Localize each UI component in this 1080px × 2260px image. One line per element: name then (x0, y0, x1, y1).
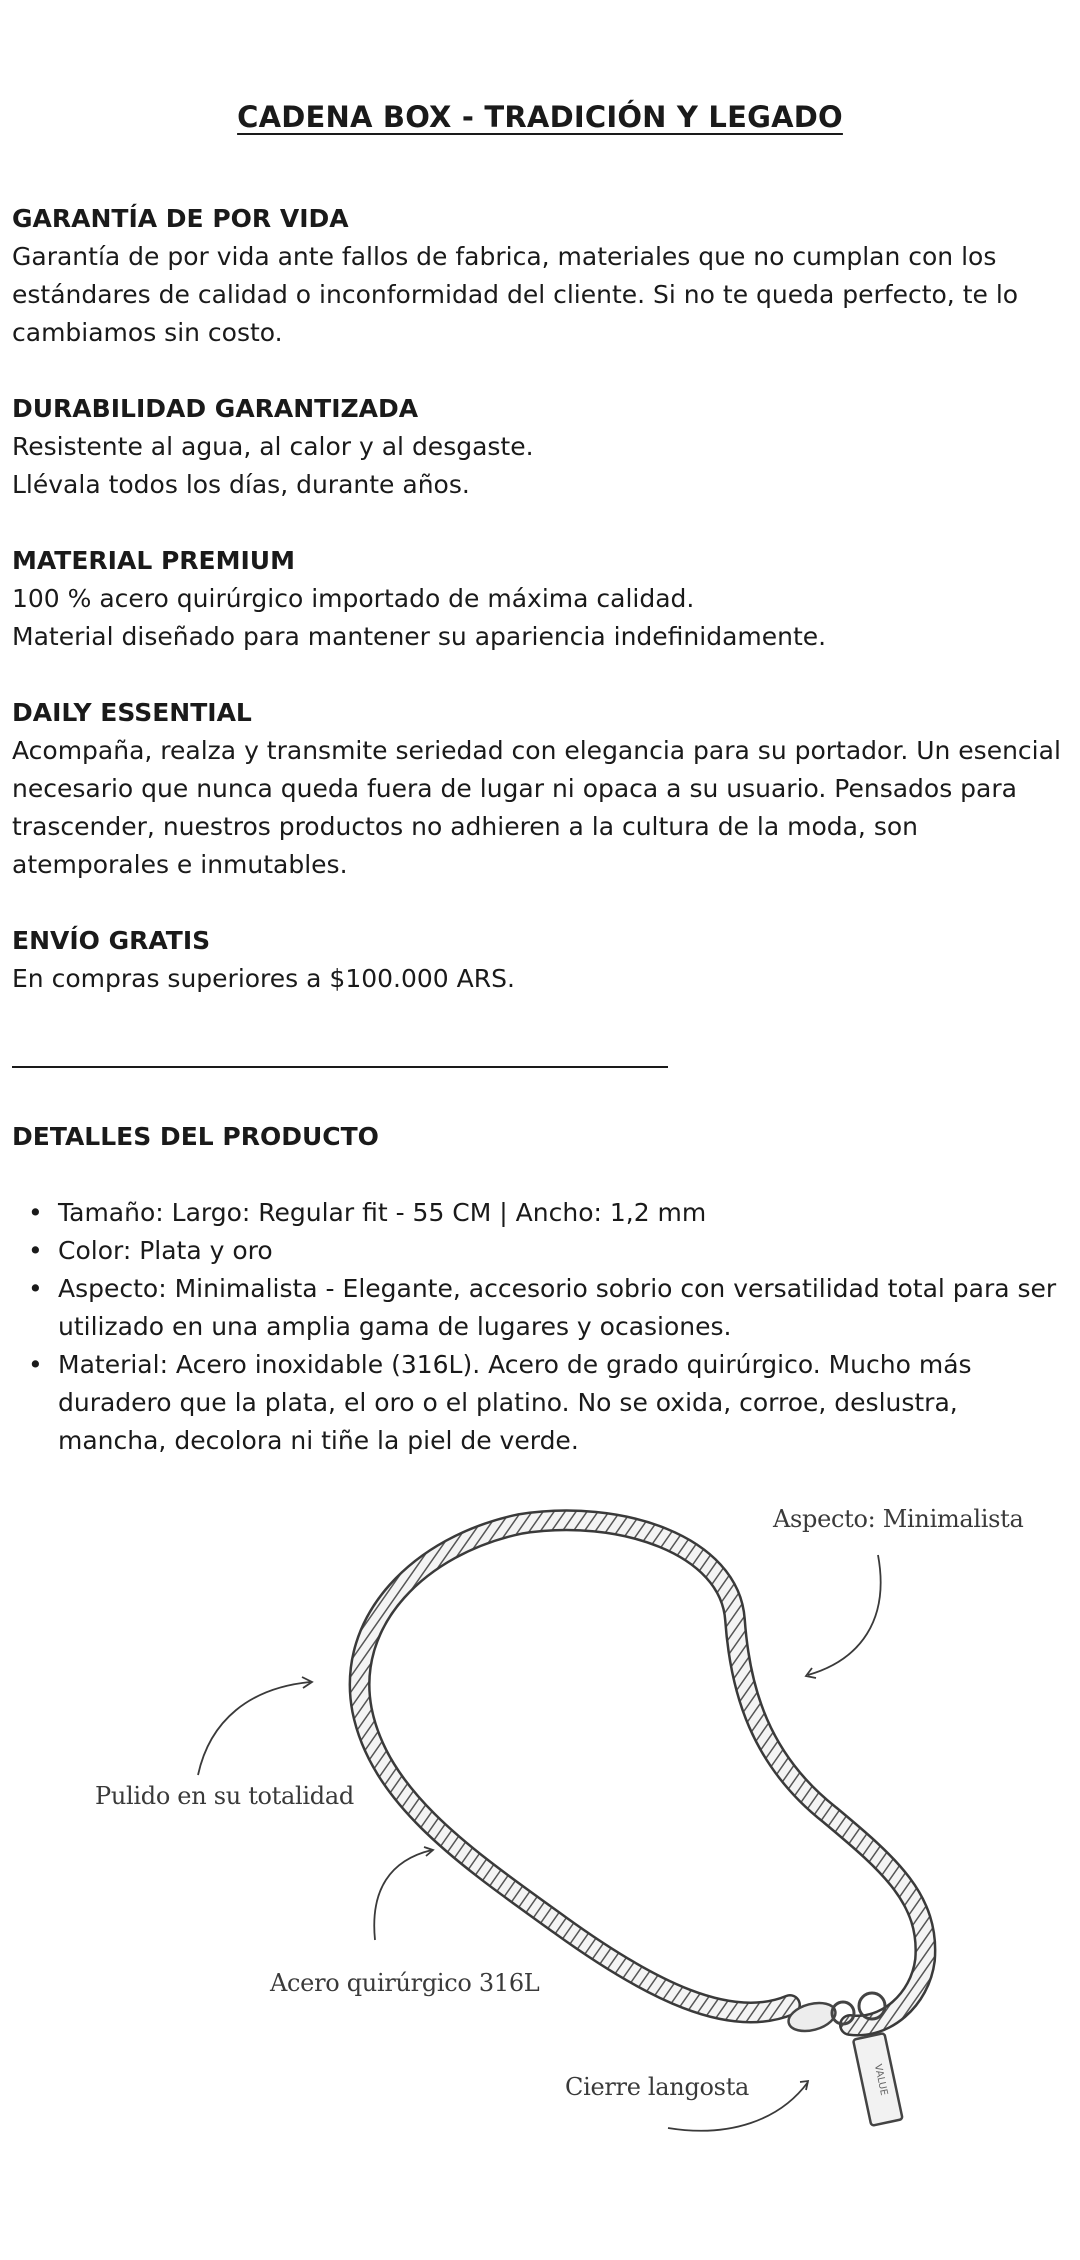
list-item: • Aspecto: Minimalista - Elegante, accesorio sobrio con versatilidad total para ser utilizado en una amplia gama de lugares y ocasiones. (58, 1270, 1068, 1346)
tag-text: VALUE (871, 2063, 890, 2097)
callout-arrows (198, 1555, 881, 2131)
section-heading: DURABILIDAD GARANTIZADA (12, 394, 419, 423)
label-acero: Acero quirúrgico 316L (270, 1969, 540, 1997)
section-text: 100 % acero quirúrgico importado de máxima calidad. (12, 584, 695, 613)
arrow-acero (374, 1850, 432, 1940)
label-cierre: Cierre langosta (565, 2073, 750, 2101)
arrow-aspecto (808, 1555, 881, 1675)
label-pulido: Pulido en su totalidad (95, 1782, 354, 1810)
section-heading: GARANTÍA DE POR VIDA (12, 204, 349, 233)
section-envio (12, 922, 1068, 998)
section-heading: MATERIAL PREMIUM (12, 546, 295, 575)
page-title: CADENA BOX - TRADICIÓN Y LEGADO (237, 100, 843, 134)
list-item: • Material: Acero inoxidable (316L). Acero de grado quirúrgico. Mucho más duradero que la plata, el oro o el platino. No se oxida, corroe, deslustra, mancha, decolora ni tiñe la piel de verde. (58, 1346, 1068, 1460)
section-material (12, 542, 1068, 656)
section-heading: ENVÍO GRATIS (12, 926, 211, 955)
arrow-pulido (198, 1682, 310, 1775)
section-garantia (12, 200, 1068, 352)
chain-illustration (0, 1470, 1080, 2170)
chain-outline (360, 1520, 926, 2025)
list-item: • Color: Plata y oro (58, 1232, 1068, 1270)
divider (12, 1066, 668, 1068)
details-list (12, 1194, 1068, 1460)
product-description (12, 200, 1068, 1460)
list-item: • Tamaño: Largo: Regular fit - 55 CM | Ancho: 1,2 mm (58, 1194, 1068, 1232)
section-text: Material diseñado para mantener su apariencia indefinidamente. (12, 622, 827, 651)
section-heading: DAILY ESSENTIAL (12, 698, 252, 727)
section-durabilidad (12, 390, 1068, 504)
section-text: Llévala todos los días, durante años. (12, 470, 470, 499)
label-aspecto: Aspecto: Minimalista (773, 1505, 1024, 1533)
chain-necklace-icon (0, 1470, 1080, 2170)
section-text: Acompaña, realza y transmite seriedad con elegancia para su portador. Un esencial necesario que nunca queda fuera de lugar ni opaca a su usuario. Pensados para trascender, nuestros productos no adhieren a la cultura de la moda, son atemporales e inmutables. (12, 736, 1061, 879)
brand-tag (853, 2033, 903, 2126)
section-text: Garantía de por vida ante fallos de fabrica, materiales que no cumplan con los estándares de calidad o inconformidad del cliente. Si no te queda perfecto, te lo cambiamos sin costo. (12, 242, 1019, 347)
chain-texture (360, 1520, 926, 2025)
section-text: Resistente al agua, al calor y al desgaste. (12, 432, 534, 461)
section-daily-essential (12, 694, 1068, 884)
section-text: En compras superiores a $100.000 ARS. (12, 964, 515, 993)
details-heading: DETALLES DEL PRODUCTO (12, 1122, 379, 1151)
